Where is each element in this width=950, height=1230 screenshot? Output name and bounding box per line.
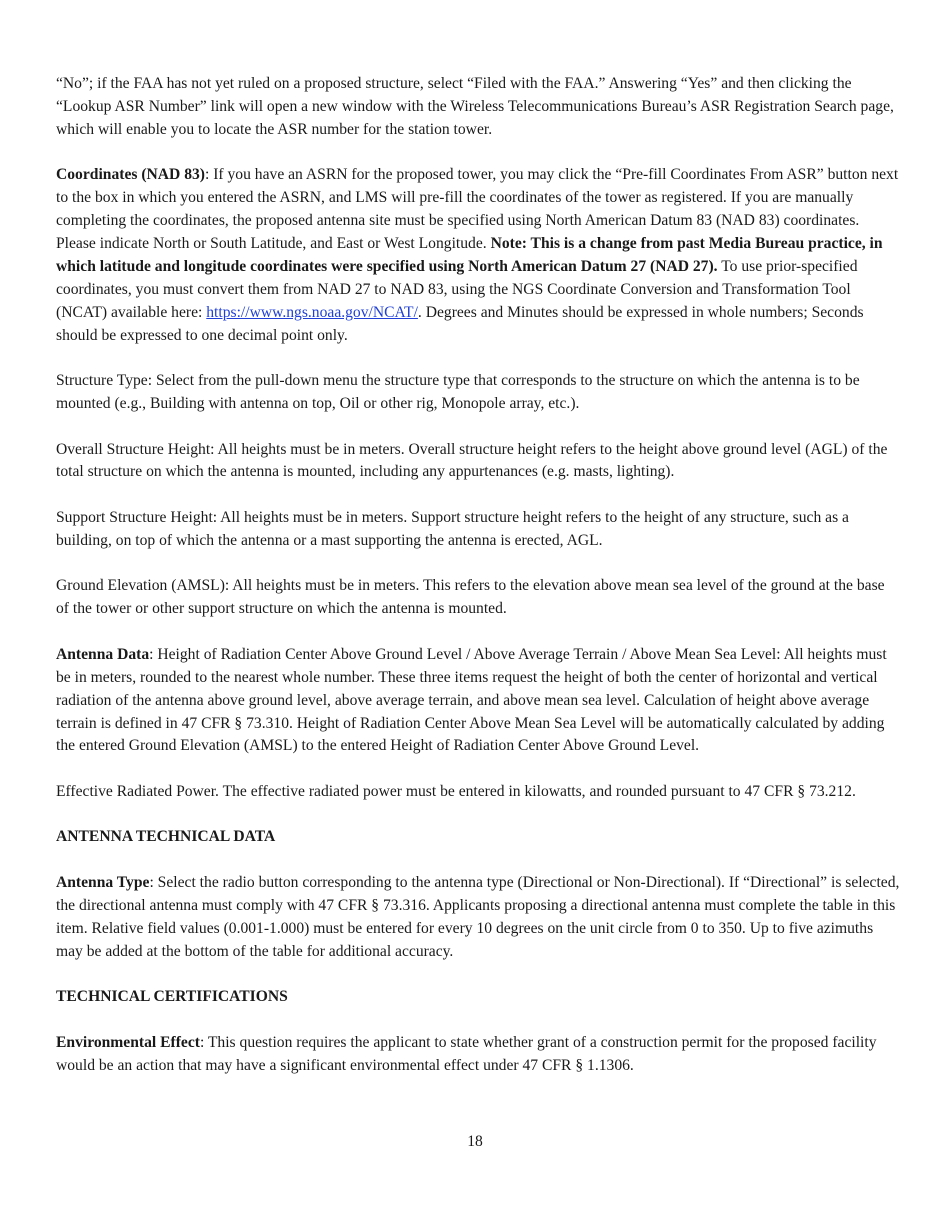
ground-elevation-text: Ground Elevation (AMSL): All heights must be in meters. This refers to the elevation above mean sea level of the ground at the base of the tower or other support structure on which the antenna is mounted.: [56, 577, 885, 618]
overall-height-paragraph: [56, 439, 900, 485]
asr-text: “No”; if the FAA has not yet ruled on a proposed structure, select “Filed with the FAA.” Answering “Yes” and then clicking the “Lookup ASR Number” link will open a new window with the Wireless Telecommunications Bureau’s ASR Registration Search page, which will enable you to locate the ASR number for the station tower.: [56, 75, 894, 138]
support-height-text: Support Structure Height: All heights must be in meters. Support structure height refers to the height of any structure, such as a building, on top of which the antenna or a mast supporting the antenna is erected, AGL.: [56, 508, 849, 549]
coordinates-text-3: . Degrees and Minutes should be expressed in whole numbers; Seconds should be expressed to one decimal point only.: [56, 303, 864, 344]
coordinates-note: Note: This is a change from past Media Bureau practice, in which latitude and longitude coordinates were specified using North American Datum 27 (NAD 27).: [56, 235, 883, 275]
erp-text: Effective Radiated Power. The effective radiated power must be entered in kilowatts, and rounded pursuant to 47 CFR § 73.212.: [56, 782, 856, 800]
antenna-data-label: Antenna Data: [56, 645, 150, 663]
coordinates-label: Coordinates (NAD 83): [56, 166, 205, 184]
structure-type-paragraph: [56, 370, 900, 416]
antenna-technical-data-heading: ANTENNA TECHNICAL DATA: [56, 828, 276, 846]
coordinates-text-1: : If you have an ASRN for the proposed tower, you may click the “Pre-fill Coordinates From ASR” button next to the box in which you entered the ASRN, and LMS will pre-fill the coordinates of the tower as registered. If you are manually completing the coordinates, the proposed antenna site must be specified using North American Datum 83 (NAD 83) coordinates. Please indicate North or South Latitude, and East or West Longitude.: [56, 166, 899, 253]
document-page: [56, 73, 900, 1100]
support-height-paragraph: [56, 507, 900, 553]
coordinates-paragraph: [56, 164, 900, 347]
antenna-data-text: : Height of Radiation Center Above Ground Level / Above Average Terrain / Above Mean Sea Level: All heights must be in meters, rounded to the nearest whole number. These three items request the height of both the center of horizontal and vertical radiation of the antenna above ground level, above average terrain, and above mean sea level. Calculation of height above average terrain is defined in 47 CFR § 73.310. Height of Radiation Center Above Mean Sea Level will be automatically calculated by adding the entered Ground Elevation (AMSL) to the entered Height of Radiation Center Above Ground Level.: [56, 645, 887, 755]
overall-height-text: Overall Structure Height: All heights must be in meters. Overall structure height refers to the height above ground level (AGL) of the total structure on which the antenna is mounted, including any appurtenances (e.g. masts, lighting).: [56, 440, 888, 481]
structure-type-text: Structure Type: Select from the pull-down menu the structure type that corresponds to the structure on which the antenna is to be mounted (e.g., Building with antenna on top, Oil or other rig, Monopole array, etc.).: [56, 372, 860, 413]
antenna-data-paragraph: [56, 644, 900, 759]
ncat-link[interactable]: https://www.ngs.noaa.gov/NCAT/: [206, 303, 418, 321]
antenna-type-text: : Select the radio button corresponding to the antenna type (Directional or Non-Directional). If “Directional” is selected, the directional antenna must comply with 47 CFR § 73.316. Applicants proposing a directional antenna must complete the table in this item. Relative field values (0.001-1.000) must be entered for every 10 degrees on the unit circle from 0 to 350. Up to five azimuths may be added at the bottom of the table for additional accuracy.: [56, 873, 900, 960]
environmental-label: Environmental Effect: [56, 1033, 200, 1051]
erp-paragraph: [56, 781, 900, 804]
antenna-type-label: Antenna Type: [56, 873, 150, 891]
coordinates-text-2: To use prior-specified coordinates, you must convert them from NAD 27 to NAD 83, using the NGS Coordinate Conversion and Transformation Tool (NCAT) available here:: [56, 257, 858, 321]
asr-paragraph: [56, 73, 900, 142]
antenna-type-paragraph: [56, 872, 900, 964]
environmental-paragraph: [56, 1032, 900, 1078]
technical-certifications-heading: TECHNICAL CERTIFICATIONS: [56, 988, 288, 1006]
environmental-text: : This question requires the applicant to state whether grant of a construction permit for the proposed facility would be an action that may have a significant environmental effect under 47 CFR § 1.1306.: [56, 1033, 877, 1074]
ground-elevation-paragraph: [56, 575, 900, 621]
page-number: 18: [467, 1133, 483, 1150]
